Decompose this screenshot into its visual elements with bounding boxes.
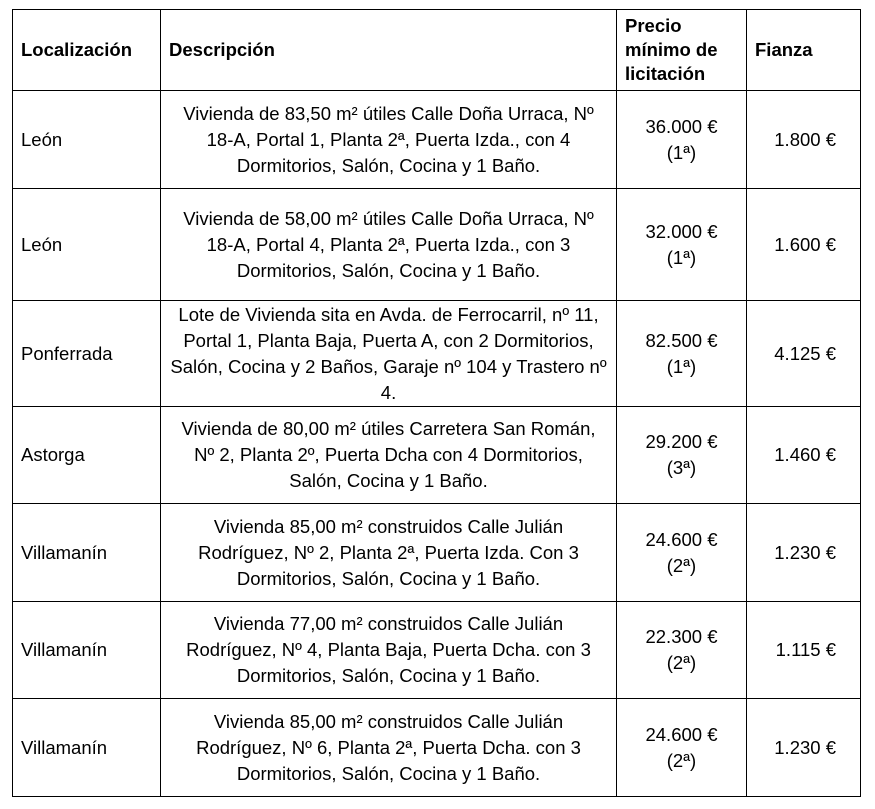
description-cell: Vivienda 85,00 m² construidos Calle Julián Rodríguez, Nº 6, Planta 2ª, Puerta Dcha. con 3 Dormitorios, Salón, Cocina y 1 Baño. [161, 699, 617, 797]
description-cell: Vivienda de 83,50 m² útiles Calle Doña Urraca, Nº 18-A, Portal 1, Planta 2ª, Puerta Izda., con 4 Dormitorios, Salón, Cocina y 1 Baño. [161, 91, 617, 189]
price-value: 32.000 € [645, 220, 718, 242]
auction-round: (2ª) [666, 749, 697, 771]
location-cell: León [13, 91, 161, 189]
description-cell: Vivienda 85,00 m² construidos Calle Julián Rodríguez, Nº 2, Planta 2ª, Puerta Izda. Con 3 Dormitorios, Salón, Cocina y 1 Baño. [161, 504, 617, 602]
price-cell [617, 699, 747, 797]
location-cell: Ponferrada [13, 301, 161, 407]
description-cell: Lote de Vivienda sita en Avda. de Ferrocarril, nº 11, Portal 1, Planta Baja, Puerta A, con 2 Dormitorios, Salón, Cocina y 2 Baños, Garaje nº 104 y Trastero nº 4. [161, 301, 617, 407]
header-bond: Fianza [747, 10, 861, 91]
bond-cell: 1.230 € [747, 504, 861, 602]
price-value: 82.500 € [645, 329, 718, 351]
header-min-price: Precio mínimo de licitación [617, 10, 747, 91]
price-value: 22.300 € [645, 626, 718, 647]
auction-round: (3ª) [666, 457, 697, 478]
table-row [13, 407, 861, 504]
location-cell: Villamanín [13, 699, 161, 797]
auction-round: (2ª) [666, 554, 697, 576]
price-cell [617, 301, 747, 407]
header-description: Descripción [161, 10, 617, 91]
price-value: 29.200 € [645, 431, 718, 452]
description-cell: Vivienda de 58,00 m² útiles Calle Doña Urraca, Nº 18-A, Portal 4, Planta 2ª, Puerta Izda., con 3 Dormitorios, Salón, Cocina y 1 Baño. [161, 189, 617, 301]
table-row [13, 699, 861, 797]
bond-cell: 4.125 € [747, 301, 861, 407]
location-cell: Villamanín [13, 602, 161, 699]
price-value: 36.000 € [645, 115, 718, 137]
price-value: 24.600 € [645, 528, 718, 550]
header-location: Localización [13, 10, 161, 91]
bond-cell: 1.800 € [747, 91, 861, 189]
price-cell [617, 91, 747, 189]
price-cell [617, 189, 747, 301]
auction-round: (1ª) [666, 141, 697, 163]
table-row [13, 602, 861, 699]
description-cell: Vivienda 77,00 m² construidos Calle Julián Rodríguez, Nº 4, Planta Baja, Puerta Dcha. con 3 Dormitorios, Salón, Cocina y 1 Baño. [161, 602, 617, 699]
auction-round: (1ª) [666, 355, 697, 377]
properties-table [12, 9, 861, 797]
price-cell [617, 407, 747, 504]
price-value: 24.600 € [645, 723, 718, 745]
location-cell: Villamanín [13, 504, 161, 602]
table-row [13, 91, 861, 189]
table-row [13, 504, 861, 602]
description-cell: Vivienda de 80,00 m² útiles Carretera San Román, Nº 2, Planta 2º, Puerta Dcha con 4 Dormitorios, Salón, Cocina y 1 Baño. [161, 407, 617, 504]
header-row [13, 10, 861, 91]
bond-cell: 1.115 € [747, 602, 861, 699]
bond-cell: 1.230 € [747, 699, 861, 797]
location-cell: Astorga [13, 407, 161, 504]
price-cell [617, 504, 747, 602]
auction-round: (1ª) [666, 246, 697, 268]
table-row [13, 301, 861, 407]
table-row [13, 189, 861, 301]
location-cell: León [13, 189, 161, 301]
price-cell [617, 602, 747, 699]
bond-cell: 1.460 € [747, 407, 861, 504]
auction-round: (2ª) [666, 652, 697, 673]
bond-cell: 1.600 € [747, 189, 861, 301]
